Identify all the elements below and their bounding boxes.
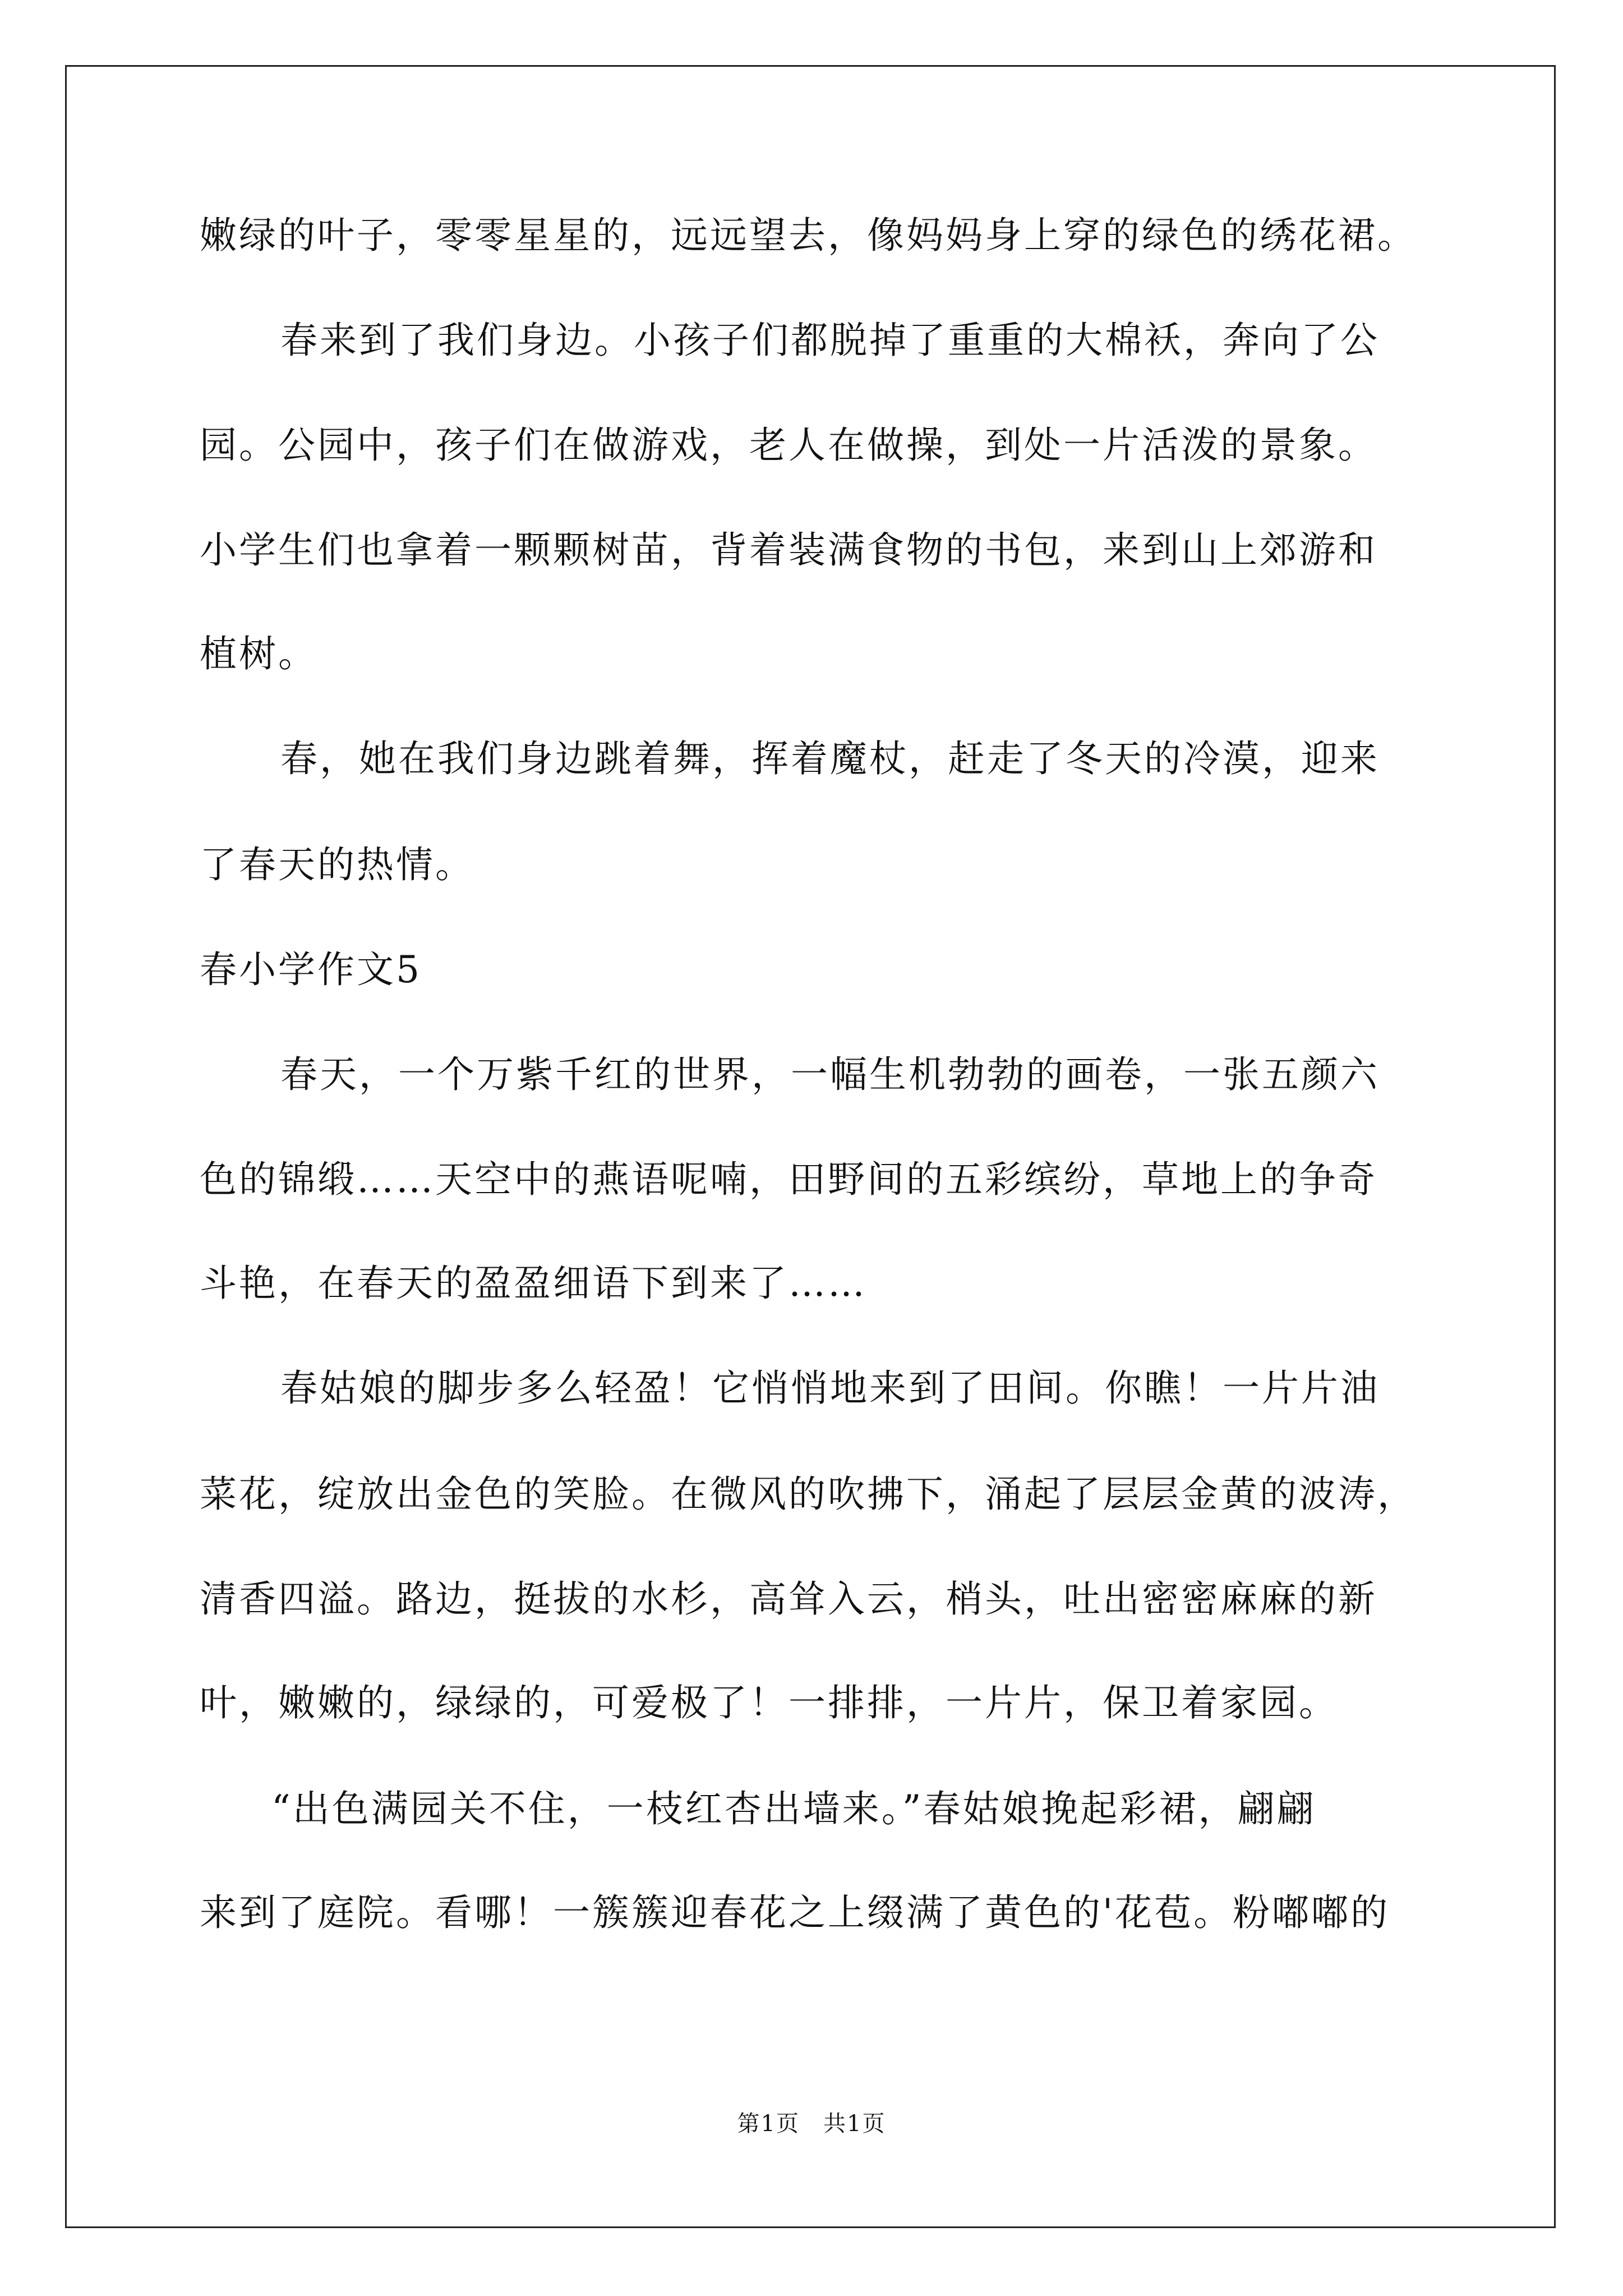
text-line: 了春天的热情。	[200, 843, 474, 886]
text-line: 小学生们也拿着一颗颗树苗，背着装满食物的书包，来到山上郊游和	[200, 528, 1377, 572]
text-line: 色的锦缎……天空中的燕语呢喃，田野间的五彩缤纷，草地上的争奇	[200, 1158, 1377, 1201]
text-line: 植树。	[200, 632, 317, 675]
text-line: 叶，嫩嫩的，绿绿的，可爱极了！一排排，一片片，保卫着家园。	[200, 1681, 1338, 1724]
paragraph-first-line: 春天，一个万紫千红的世界，一幅生机勃勃的画卷，一张五颜六	[280, 1053, 1380, 1096]
paragraph-first-line: 春来到了我们身边。小孩子们都脱掉了重重的大棉袄，奔向了公	[280, 319, 1380, 362]
section-heading: 春小学作文5	[200, 948, 422, 991]
paragraph-first-line: 春，她在我们身边跳着舞，挥着魔杖，赶走了冬天的冷漠，迎来	[280, 737, 1380, 780]
text-line: 嫩绿的叶子，零零星星的，远远望去，像妈妈身上穿的绿色的绣花裙。	[200, 214, 1417, 257]
text-line: 菜花，绽放出金色的笑脸。在微风的吹拂下，涌起了层层金黄的波涛，	[200, 1473, 1417, 1516]
text-line: 来到了庭院。看哪！一簇簇迎春花之上缀满了黄色的'花苞。粉嘟嘟的	[200, 1891, 1390, 1934]
text-line: 清香四溢。路边，挺拔的水杉，高耸入云，梢头，吐出密密麻麻的新	[200, 1577, 1377, 1621]
text-line: 斗艳，在春天的盈盈细语下到来了……	[200, 1262, 867, 1305]
paragraph-first-line: 春姑娘的脚步多么轻盈！它悄悄地来到了田间。你瞧！一片片油	[280, 1366, 1380, 1410]
paragraph-first-line: “出色满园关不住，一枝红杏出墙来。”春姑娘挽起彩裙，翩翩	[271, 1787, 1316, 1830]
page-number-footer: 第1页 共1页	[737, 2111, 886, 2137]
text-line: 园。公园中，孩子们在做游戏，老人在做操，到处一片活泼的景象。	[200, 424, 1377, 467]
